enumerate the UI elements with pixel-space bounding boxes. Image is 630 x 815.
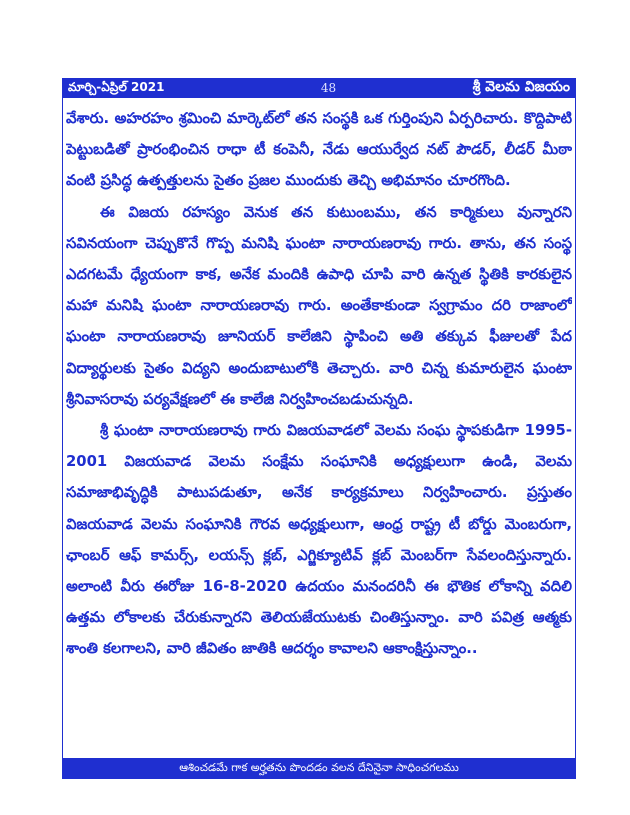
page-header xyxy=(62,78,576,98)
page-footer xyxy=(62,758,576,779)
footer-quote: ఆశించడమే గాక అర్హతను పొందడం వలన దేనినైనా సాధించగలము xyxy=(179,760,459,774)
article-body xyxy=(66,103,572,739)
magazine-name: శ్రీ వెలమ విజయం xyxy=(472,78,570,95)
paragraph-continued: వేశారు. అహరహం శ్రమించి మార్కెట్‌లో తన సంస్థకి ఒక గుర్తింపుని ఏర్పరిచారు. కొద్దిపాటి పెట్టుబడితో ప్రారంభించిన రాధా టీ కంపెనీ, నేడు ఆయుర్వేద నట్ పౌడర్, లీడర్ మీఠా వంటి ప్రసిద్ధ ఉత్పత్తులను సైతం ప్రజల ముందుకు తెచ్చి అభిమానం చూరగొంది. xyxy=(66,110,572,190)
paragraph-success-secret: ఈ విజయ రహస్యం వెనుక తన కుటుంబము, తన కార్మికులు వున్నారని సవినయంగా చెప్పుకొనే గొప్ప మనిషి ఘంటా నారాయణరావు గారు. తాను, తన సంస్థ ఎదగటమే ధ్యేయంగా కాక, అనేక మందికి ఉపాధి చూపి వారి ఉన్నత స్థితికి కారకులైన మహా మనిషి ఘంటా నారాయణరావు గారు. అంతేకాకుండా స్వగ్రామం దరి రాజాంలో ఘంటా నారాయణరావు జూనియర్ కాలేజిని స్థాపించి అతి తక్కువ ఫీజులతో పేద విద్యార్థులకు సైతం విద్యని అందుబాటులోకి తెచ్చారు. వారి చిన్న కుమారులైన ఘంటా శ్రీనివాసరావు పర్యవేక్షణలో ఈ కాలేజి నిర్వహించబడుచున్నది. xyxy=(66,203,572,408)
paragraph-tribute: శ్రీ ఘంటా నారాయణరావు గారు విజయవాడలో వెలమ సంఘ స్థాపకుడిగా 1995-2001 విజయవాడ వెలమ సంక్షేమ సంఘానికి అధ్యక్షులుగా ఉండి, వెలమ సమాజాభివృద్ధికి పాటుపడుతూ, అనేక కార్యక్రమాలు నిర్వహించారు. ప్రస్తుతం విజయవాడ వెలమ సంఘానికి గౌరవ అధ్యక్షులుగా, ఆంధ్ర రాష్ట్ర టీ బోర్డు మెంబరుగా, ఛాంబర్ ఆఫ్ కామర్స్, లయన్స్ క్లబ్, ఎగ్జిక్యూటివ్ క్లబ్ మెంబర్‌గా సేవలందిస్తున్నారు. అలాంటి వీరు ఈరోజు 16-8-2020 ఉదయం మనందరినీ ఈ భౌతిక లోకాన్ని వదిలి ఉత్తమ లోకాలకు చేరుకున్నారని తెలియజేయుటకు చింతిస్తున్నాం. వారి పవిత్ర ఆత్మకు శాంతి కలగాలని, వారి జీవితం జాతికి ఆదర్శం కావాలని ఆకాంక్షిస్తున్నాం.. xyxy=(66,422,572,658)
page-number: 48 xyxy=(320,81,337,95)
issue-date: మార్చి-ఏప్రిల్ 2021 xyxy=(68,79,165,94)
